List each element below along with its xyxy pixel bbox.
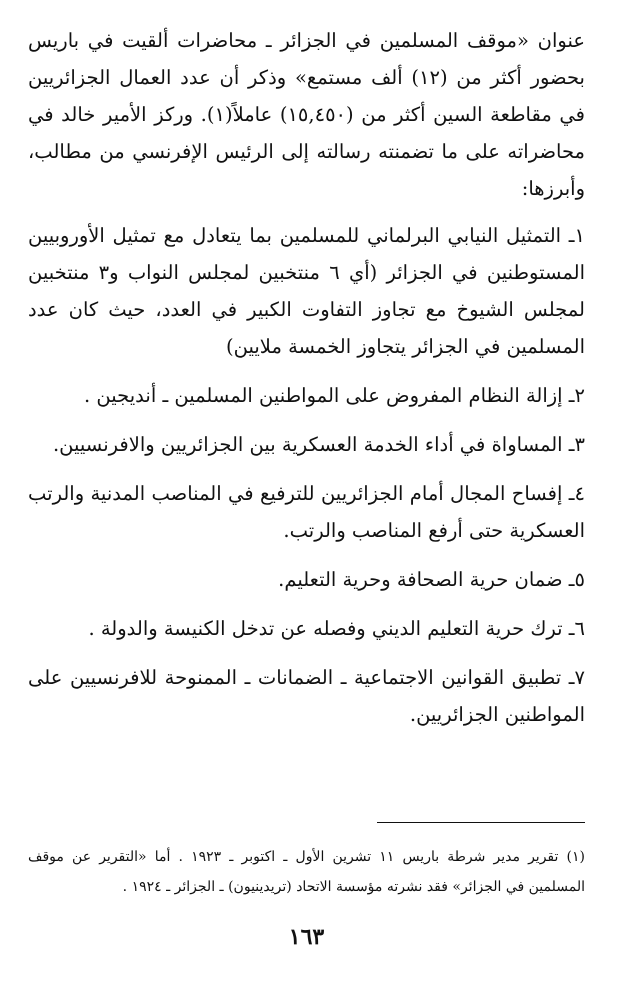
demand-item-2: ٢ـ إزالة النظام المفروض على المواطنين المسلمين ـ أنديجين . <box>84 384 585 407</box>
demand-item-6: ٦ـ ترك حرية التعليم الديني وفصله عن تدخل الكنيسة والدولة . <box>88 617 585 640</box>
page-number: ١٦٣ <box>288 924 325 950</box>
demand-item-3: ٣ـ المساواة في أداء الخدمة العسكرية بين الجزائريين والافرنسيين. <box>52 433 585 456</box>
demand-item-1: ١ـ التمثيل النيابي البرلماني للمسلمين بما يتعادل مع تمثيل الأوروبيين المستوطنين في الجزائر (أي ٦ منتخبين لمجلس النواب و٣ منتخبين لمجلس الشيوخ مع تجاوز التفاوت الكبير في العدد، حيث كان عدد المسلمين في الجزائر يتجاوز الخمسة ملايين) <box>28 224 585 358</box>
footnote-separator <box>377 822 585 823</box>
footnote: (١) تقرير مدير شرطة باريس ١١ تشرين الأول ـ اكتوبر ـ ١٩٢٣ . أما «التقرير عن موقف المسلمين في الجزائر» فقد نشرته مؤسسة الاتحاد (تريدينيون) ـ الجزائر ـ ١٩٢٤ . <box>28 849 586 895</box>
demand-item-5: ٥ـ ضمان حرية الصحافة وحرية التعليم. <box>278 568 585 591</box>
book-page <box>28 22 585 989</box>
demand-item-4: ٤ـ إفساح المجال أمام الجزائريين للترفيع في المناصب المدنية والرتب العسكرية حتى أرفع المناصب والرتب. <box>28 482 585 542</box>
intro-paragraph: عنوان «موقف المسلمين في الجزائر ـ محاضرات ألقيت في باريس بحضور أكثر من (١٢) ألف مستمع» وذكر أن عدد العمال الجزائريين في مقاطعة السين أكثر من (١٥,٤٥٠) عاملاً(١). وركز الأمير خالد في محاضراته على ما تضمنته رسالته إلى الرئيس الإفرنسي من مطالب، وأبرزها: <box>28 29 585 200</box>
demand-item-7: ٧ـ تطبيق القوانين الاجتماعية ـ الضمانات ـ الممنوحة للافرنسيين على المواطنين الجزائريين. <box>28 666 585 726</box>
